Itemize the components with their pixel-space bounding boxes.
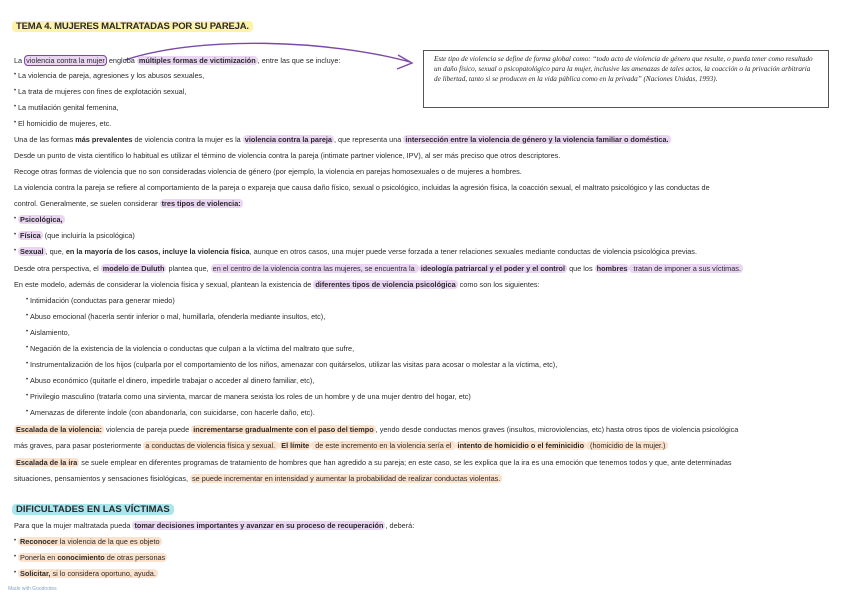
list-item: • Reconocer la violencia de la que es objeto [18,537,162,546]
list-item: • La violencia de pareja, agresiones y los abusos sexuales, [18,71,204,80]
list-item: • Instrumentalización de los hijos (culparla por el comportamiento de los niños, amenazar con quitárselos, utilizar las visitas para acosar o molestar a la víctima, etc), [30,360,557,369]
paragraph-other-forms: Recoge otras formas de violencia que no son consideradas violencia de género (por ejemplo, la violencia en parejas homosexuales o de mujeres a hombres. [14,167,522,176]
violence-type-psychological: • Psicológica, [18,215,65,224]
page-title: TEMA 4. MUJERES MALTRATADAS POR SU PAREJA. [12,21,253,32]
paragraph-duluth: Desde otra perspectiva, el modelo de Duluth plantea que, en el centro de la violencia contra las mujeres, se encuentra la ideología patriarcal y el poder y el control que los hombres tratan de imponer a sus víctimas. [14,264,741,273]
definition-quote-box: Este tipo de violencia se define de forma global como: “todo acto de violencia de género que resulte, o pueda tener como resultado un daño físico, sexual o psicopatológico para la mujer, inclusive las amenazas de tales actos, la coacción o la privación arbitraria de libertad, tanto si se producen en la vida pública como en la privada” (Naciones Unidas, 1993). [423,50,829,108]
list-item: • Privilegio masculino (tratarla como una sirvienta, marcar de manera sexista los roles de un hombre y de una mujer dentro del hogar, etc) [30,392,471,401]
list-item: • La mutilación genital femenina, [18,103,119,112]
escalation-violence-line1: Escalada de la violencia: violencia de pareja puede incrementarse gradualmente con el paso del tiempo , yendo desde conductas menos graves (insultos, microviolencias, etc) hasta otros tipos de violencia psicológica [16,425,739,434]
intro-paragraph: La violencia contra la mujer engloba múltiples formas de victimización , entre las que se incluye: [14,56,341,65]
paragraph-psych-types: En este modelo, además de considerar la violencia física y sexual, plantean la existencia de diferentes tipos de violencia psicológica como son los siguientes: [14,280,540,289]
goodnotes-logo: Made with Goodnotes [8,586,57,592]
list-item: • Solicitar, si lo considera oportuno, ayuda. [18,569,158,578]
list-item: • Amenazas de diferente índole (con abandonarla, con suicidarse, con hacerle daño, etc). [30,408,315,417]
list-item: • Ponerla en conocimiento de otras personas [18,553,167,562]
list-item: • Abuso emocional (hacerla sentir inferior o mal, humillarla, ofenderla mediante insultos, etc), [30,312,325,321]
list-item: • Intimidación (conductas para generar miedo) [30,296,175,305]
paragraph-prevalence: Una de las formas más prevalentes de violencia contra la mujer es la violencia contra la pareja , que representa una intersección entre la violencia de género y la violencia familiar o doméstica. [14,135,669,144]
violence-type-physical: • Física (que incluiría la psicológica) [18,231,135,240]
section-title: DIFICULTADES EN LAS VÍCTIMAS [12,504,174,515]
paragraph-recovery: Para que la mujer maltratada pueda tomar decisiones importantes y avanzar en su proceso de recuperación , deberá: [14,521,415,530]
list-item: • Abuso económico (quitarle el dinero, impedirle trabajar o acceder al dinero familiar, etc), [30,376,314,385]
escalation-anger-line2: situaciones, pensamientos y sensaciones fisiológicas, se puede incrementar en intensidad y aumentar la probabilidad de realizar conductas violentas. [14,474,501,483]
list-item: • La trata de mujeres con fines de explotación sexual, [18,87,186,96]
escalation-anger-line1: Escalada de la ira se suele emplear en diferentes programas de tratamiento de hombres que han agredido a su pareja; en este caso, se les explica que la ira es una emoción que tenemos todos y que, ante determinadas [16,458,732,467]
paragraph-definition: La violencia contra la pareja se refiere al comportamiento de la pareja o expareja que causa daño físico, sexual o psicológico, incluidas la agresión física, la coacción sexual, el maltrato psicológico y las conductas de [14,183,710,192]
paragraph-ipv: Desde un punto de vista científico lo habitual es utilizar el término de violencia contra la pareja (intimate partner violence, IPV), al ser más preciso que otros descriptores. [14,151,561,160]
violence-type-sexual: • Sexual , que, en la mayoría de los casos, incluye la violencia física, aunque en otros casos, una mujer puede verse forzada a tener relaciones sexuales mediante conductas de violencia psicológica previas. [18,247,697,256]
list-item: • Aislamiento, [30,328,70,337]
list-item: • Negación de la existencia de la violencia o conductas que culpan a la víctima del maltrato que sufre, [30,344,354,353]
escalation-violence-line2: más graves, para pasar posteriormente a conductas de violencia física y sexual. El límite de este incremento en la violencia sería el intento de homicidio o el feminicidio (homicidio de la mujer.) [14,441,666,450]
list-item: • El homicidio de mujeres, etc. [18,119,111,128]
paragraph-definition-cont: control. Generalmente, se suelen considerar tres tipos de violencia: [14,199,241,208]
